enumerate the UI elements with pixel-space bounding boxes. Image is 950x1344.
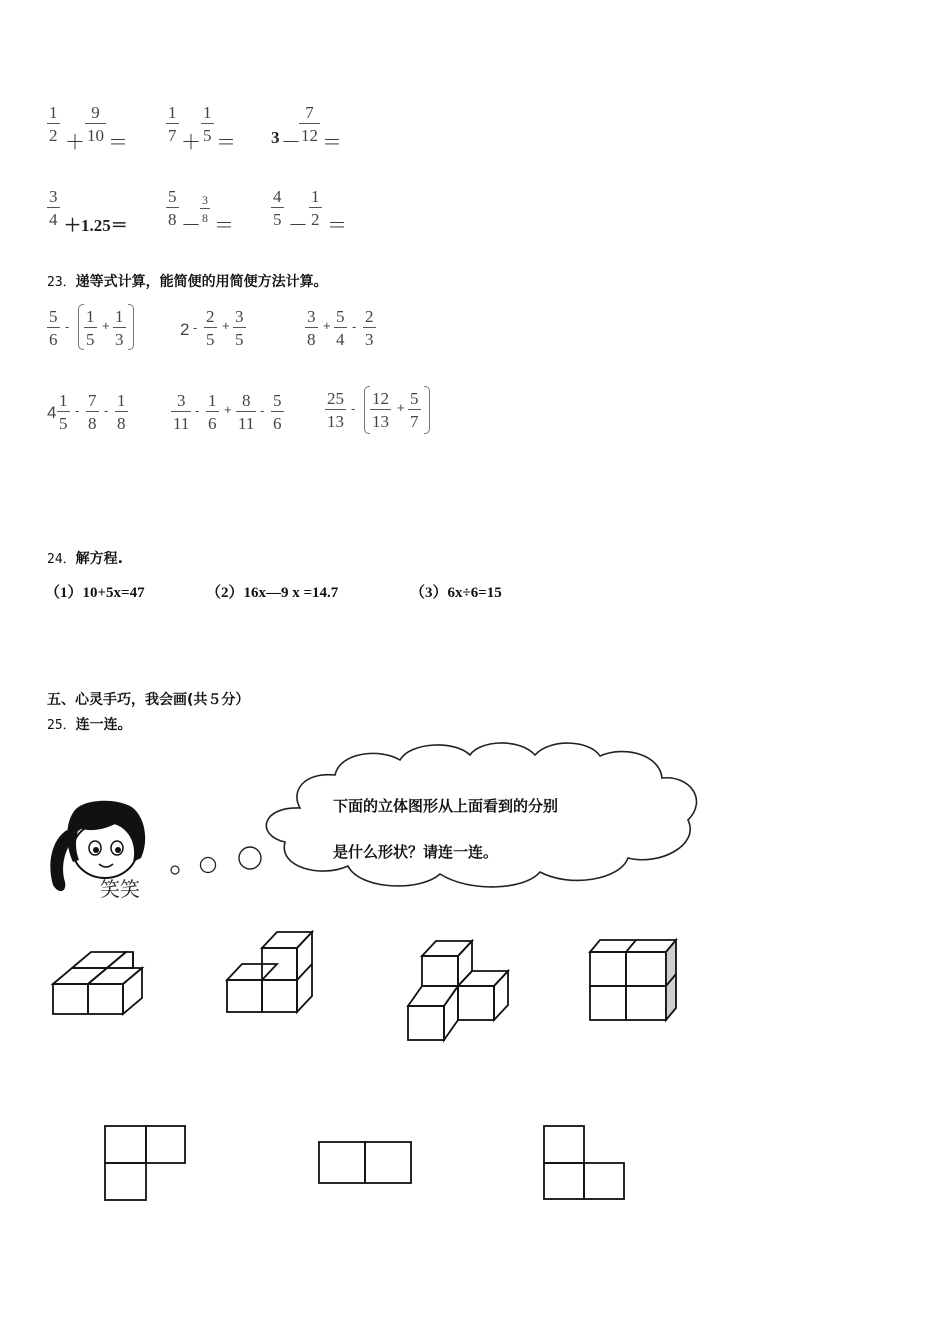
plus-sign: + — [323, 318, 331, 333]
section-5-heading: 五、心灵手巧，我会画(共５分） — [47, 692, 250, 708]
fraction: 1 3 — [115, 307, 124, 349]
plus-sign: ＋ — [181, 132, 201, 154]
equation-2: （2）16x—9 x =14.7 — [206, 585, 339, 601]
fraction: 1 6 — [208, 391, 217, 433]
fraction: 5 6 — [273, 391, 282, 433]
whole-number: 3 — [271, 128, 280, 147]
equals-sign: ＝ — [108, 132, 128, 154]
fraction: 1 5 — [86, 307, 95, 349]
fraction: 5 6 — [49, 307, 58, 349]
equation-3: （3）6x÷6=15 — [410, 585, 502, 601]
equals-sign: ＝ — [216, 132, 236, 154]
equals-sign: ＝ — [322, 132, 342, 154]
minus-sign: － — [181, 215, 201, 237]
cloud-text-line-2: 是什么形状？请连一连。 — [333, 843, 499, 861]
fraction: 3 8 — [307, 307, 316, 349]
fraction: 2 5 — [206, 307, 215, 349]
fraction: 5 7 — [410, 389, 419, 431]
whole-number: 4 — [47, 403, 57, 422]
fraction: 25 13 — [327, 389, 344, 431]
fraction: 1 5 — [203, 103, 212, 145]
minus-sign: - — [260, 403, 265, 418]
fraction: 1 8 — [117, 391, 126, 433]
question-23-heading: 23．递等式计算，能简便的用简便方法计算。 — [47, 274, 328, 290]
fraction: 5 8 — [168, 187, 177, 229]
cloud-text-line-1: 下面的立体图形从上面看到的分别 — [333, 797, 559, 815]
fraction: 1 5 — [59, 391, 68, 433]
minus-sign: － — [281, 132, 301, 154]
equals-sign: ＝ — [214, 215, 234, 237]
plus-sign: + — [102, 318, 110, 333]
plus-sign: ＋ — [65, 132, 85, 154]
fraction: 7 12 — [301, 103, 318, 145]
fraction: 5 4 — [336, 307, 345, 349]
plus-decimal: ＋1.25＝ — [64, 216, 128, 235]
plus-sign: + — [397, 400, 405, 415]
fraction: 12 13 — [372, 389, 389, 431]
minus-sign: - — [75, 403, 80, 418]
fraction: 3 4 — [49, 187, 58, 229]
minus-sign: － — [288, 215, 308, 237]
minus-sign: - — [193, 320, 198, 335]
fraction: 1 7 — [168, 103, 177, 145]
fraction: 3 5 — [235, 307, 244, 349]
minus-sign: - — [104, 403, 109, 418]
minus-sign: - — [351, 401, 356, 416]
fraction: 4 5 — [273, 187, 282, 229]
fraction: 8 11 — [238, 391, 255, 433]
question-25-heading: 25．连一连。 — [47, 717, 132, 733]
minus-sign: - — [65, 319, 70, 334]
plus-sign: + — [222, 318, 230, 333]
fraction: 2 3 — [365, 307, 374, 349]
fraction: 3 8 — [202, 193, 208, 225]
whole-number: 2 — [180, 320, 190, 339]
minus-sign: - — [352, 319, 357, 334]
equation-1: （1）10+5x=47 — [45, 585, 145, 601]
fraction: 7 8 — [88, 391, 97, 433]
fraction: 1 2 — [49, 103, 58, 145]
girl-caption: 笑笑 — [100, 877, 140, 901]
fraction: 9 10 — [87, 103, 104, 145]
plus-sign: + — [224, 402, 232, 417]
equals-sign: ＝ — [327, 215, 347, 237]
question-24-heading: 24．解方程. — [47, 551, 123, 567]
fraction: 1 2 — [311, 187, 320, 229]
minus-sign: - — [195, 403, 200, 418]
fraction: 3 11 — [173, 391, 190, 433]
